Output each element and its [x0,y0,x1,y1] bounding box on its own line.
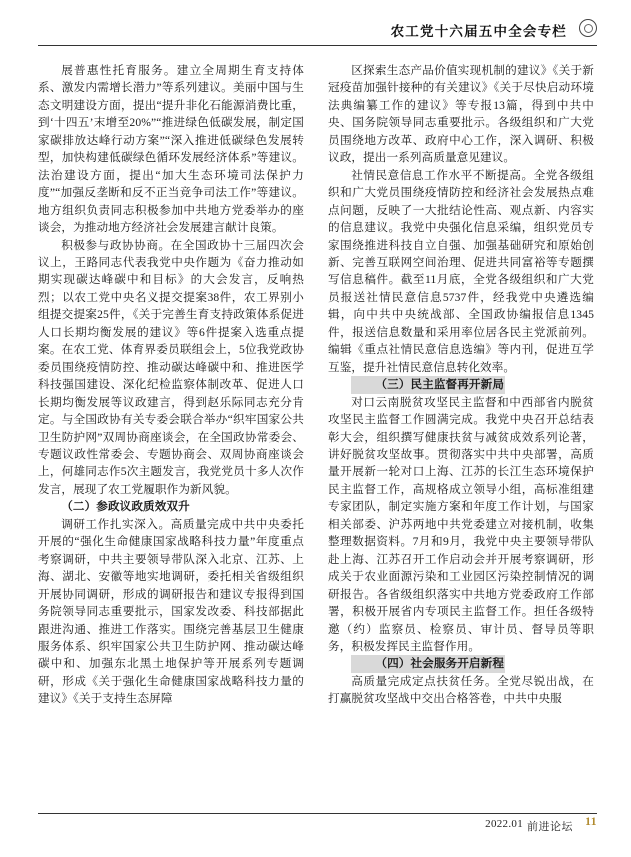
page-number: 11 [585,816,597,828]
running-head-title: 农工党十六届五中全会专栏 [390,24,567,39]
column-right [328,62,594,804]
running-head [38,20,597,50]
paragraph: 高质量完成定点扶贫任务。全党尽锐出战，在打赢脱贫攻坚战中交出合格答卷，中共中央服 [328,674,594,706]
paragraph: 积极参与政协协商。在全国政协十三届四次会议上，王路同志代表我党中央作题为《奋力推动如期实现碳达峰碳中和目标》的大会发言，反响热烈；以农工党中央名义提交提案38件，农工界别小组提交提案25件，《关于完善生育支持政策体系促进人口长期均衡发展的建议》等6件提案入选重点提案。在农工党、体育界委员联组会上，5位我党政协委员围绕疫情防控、推动碳达峰碳中和、推进医学科技强国建设、深化纪检监察体制改革、促进人口长期均衡发展等议政建言，得到赵乐际同志充分肯定。与全国政协有关专委会联合举办“织牢国家公共卫生防护网”双周协商座谈会，在全国政协常委会、专题议政性常委会、专题协商会、双周协商座谈会上，何雄同志作5次主题发言，我党党员十多人次作发言，展现了农工党履职作为新风貌。 [38,238,304,496]
footer-date: 2022.01 [485,818,523,830]
page-footer [38,813,597,835]
footer-divider [38,813,597,814]
section-heading-label: （三）民主监督再开新局 [351,376,505,393]
paragraph: 调研工作扎实深入。高质量完成中共中央委托开展的“强化生命健康国家战略科技力量”年度重点考察调研，中共主要领导带队深入北京、江苏、上海、湖北、安徽等地实地调研，委托相关省级组织开展协同调研，形成的调研报告和建议专报得到国务院领导同志重要批示，国家发改委、科技部据此跟进沟通、推进工作落实。围绕完善基层卫生健康服务体系、织牢国家公共卫生防护网、推动碳达峰碳中和、加强东北黑土地保护等开展系列专题调研，形成《关于强化生命健康国家战略科技力量的建议》《关于支持生态屏障 [38,517,304,706]
section-heading: （二）参政议政质效双升 [61,500,190,514]
circle-logo-icon [579,19,597,37]
paragraph: 对口云南脱贫攻坚民主监督和中西部省内脱贫攻坚民主监督工作圆满完成。我党中央召开总结表彰大会，组织撰写健康扶贫与减贫成效系列论著，讲好脱贫攻坚故事。贯彻落实中共中央部署，高质量开展新一轮对口上海、江苏的长江生态环境保护民主监督工作，高规格成立领导小组，高标准组建专家团队，制定实施方案和年度工作计划，与国家相关部委、沪苏两地中共党委建立对接机制，收集整理数据资料。7月和9月，我党中央主要领导带队赴上海、江苏召开工作启动会并开展考察调研，形成关于农业面源污染和工业园区污染控制情况的调研报告。各省级组织落实中共地方党委政府工作部署，积极开展省内专项民主监督工作。担任各级特邀（约）监察员、检察员、审计员、督导员等职务，积极发挥民主监督作用。 [328,395,594,653]
column-left [38,62,304,804]
section-heading [328,655,594,672]
paragraph: 展普惠性托育服务。建立全周期生育支持体系、激发内需增长潜力”等系列建议。美丽中国与生态文明建设方面，提出“提升非化石能源消费比重，到‘十四五’末增至20%”“推进绿色低碳发展，制定国家碳排放达峰行动方案”“深入推进低碳绿色发展转型，加快构建低碳绿色循环发展经济体系”等建议。法治建设方面，提出“加大生态环境司法保护力度”“加强反垄断和反不正当竞争司法工作”等建议。地方组织负责同志积极参加中共地方党委举办的座谈会，为推动地方经济社会发展建言献计良策。 [38,64,304,235]
header-divider [38,45,597,46]
footer-journal-name: 前进论坛 [527,821,573,833]
paragraph: 社情民意信息工作水平不断提高。全党各级组织和广大党员围绕疫情防控和经济社会发展热点难点问题，反映了一大批结论性高、观点新、内容实的信息建议。我党中央强化信息采编，组织党员专家围绕推进科技自立自强、加强基础研究和原始创新、完善互联网空间治理、促进共同富裕等专题撰写信息稿件。截至11月底，全党各级组织和广大党员报送社情民意信息5737件，经我党中央遴选编辑，向中共中央统战部、全国政协编报信息1345件，报送信息数量和采用率位居各民主党派前列。编辑《重点社情民意信息选编》等内刊，促进互学互鉴，提升社情民意信息转化效率。 [328,168,594,374]
section-heading [328,376,594,393]
section-heading-label: （四）社会服务开启新程 [351,655,505,672]
paragraph: 区探索生态产品价值实现机制的建议》《关于新冠疫苗加强针接种的有关建议》《关于尽快启动环境法典编纂工作的建议》等专报13篇，得到中共中央、国务院领导同志重要批示。各级组织和广大党员围绕地方改革、政府中心工作，深入调研、积极议政，提出一系列高质量意见建议。 [328,64,594,165]
body-columns [38,62,594,804]
